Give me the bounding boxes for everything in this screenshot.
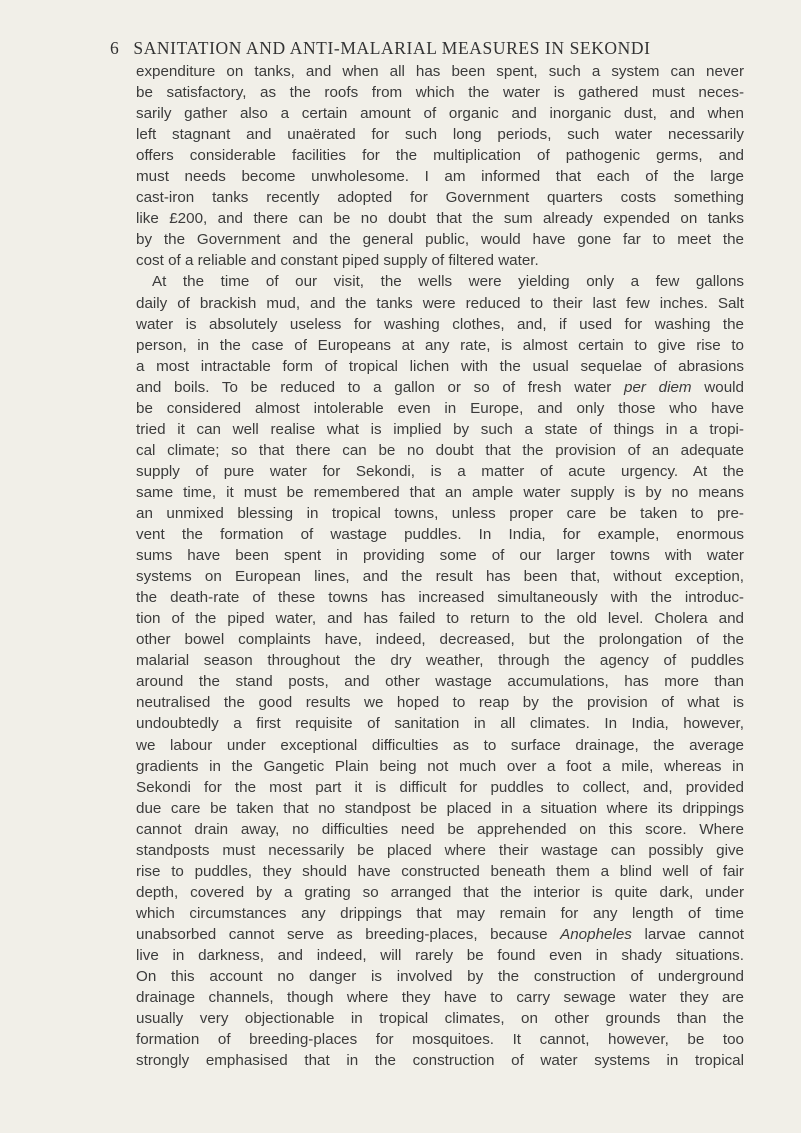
- italic-term-anopheles: Anopheles: [560, 925, 632, 943]
- text-line: which circumstances any drippings that may remain for any length of time: [136, 904, 744, 922]
- text-line: around the stand posts, and other wastage accumulations, has more than: [136, 673, 744, 691]
- text-segment: would: [704, 378, 744, 396]
- page-number: 6: [110, 38, 120, 58]
- text-line: supply of pure water for Sekondi, is a matter of acute urgency. At the: [136, 462, 744, 480]
- text-line: sums have been spent in providing some of our larger towns with water: [136, 547, 744, 565]
- text-segment: larvae cannot: [644, 925, 744, 943]
- text-line: formation of breeding-places for mosquitoes. It cannot, however, be too: [136, 1031, 744, 1049]
- text-line: Sekondi for the most part it is difficult for puddles to collect, and, provided: [136, 778, 744, 796]
- italic-term-per-diem: per diem: [624, 378, 692, 396]
- text-line: undoubtedly a first requisite of sanitation in all climates. In India, however,: [136, 715, 744, 733]
- text-line: the death-rate of these towns has increased simultaneously with the introduc-: [136, 589, 744, 607]
- text-line: water is absolutely useless for washing clothes, and, if used for washing the: [136, 315, 744, 333]
- text-line-with-italic: [136, 377, 744, 398]
- text-line: At the time of our visit, the wells were yielding only a few gallons: [152, 273, 744, 291]
- text-line: daily of brackish mud, and the tanks were reduced to their last few inches. Salt: [136, 294, 744, 312]
- text-line: vent the formation of wastage puddles. In India, for example, enormous: [136, 526, 744, 544]
- text-line: tion of the piped water, and has failed to return to the old level. Cholera and: [136, 610, 744, 628]
- text-line: left stagnant and unaërated for such long periods, such water necessarily: [136, 126, 744, 144]
- text-line: we labour under exceptional difficulties as to surface drainage, the average: [136, 736, 744, 754]
- text-line: other bowel complaints have, indeed, decreased, but the prolongation of the: [136, 631, 744, 649]
- text-line: same time, it must be remembered that an ample water supply is by no means: [136, 483, 744, 501]
- text-line: offers considerable facilities for the multiplication of pathogenic germs, and: [136, 147, 744, 165]
- text-line: person, in the case of Europeans at any rate, is almost certain to give rise to: [136, 336, 744, 354]
- text-segment: unabsorbed cannot serve as breeding-places, because: [136, 925, 548, 943]
- text-line: cannot drain away, no difficulties need be apprehended on this score. Where: [136, 820, 744, 838]
- text-segment: and boils. To be reduced to a gallon or so of fresh water: [136, 378, 612, 396]
- text-line: rise to puddles, they should have constructed beneath them a blind well of fair: [136, 862, 744, 880]
- text-line: neutralised the good results we hoped to reap by the provision of what is: [136, 694, 744, 712]
- text-line: cost of a reliable and constant piped supply of filtered water.: [136, 252, 539, 270]
- text-line: cast-iron tanks recently adopted for Government quarters costs something: [136, 189, 744, 207]
- text-line: must needs become unwholesome. I am informed that each of the large: [136, 168, 744, 186]
- text-line: by the Government and the general public, would have gone far to meet the: [136, 231, 744, 249]
- text-line: like £200, and there can be no doubt that the sum already expended on tanks: [136, 210, 744, 228]
- body-text: [136, 61, 744, 1071]
- text-line: malarial season throughout the dry weather, through the agency of puddles: [136, 652, 744, 670]
- text-line: tried it can well realise what is implied by such a state of things in a tropi-: [136, 420, 744, 438]
- text-line: usually very objectionable in tropical climates, on other grounds than the: [136, 1010, 744, 1028]
- text-line: strongly emphasised that in the construction of water systems in tropical: [136, 1052, 744, 1070]
- text-line: due care be taken that no standpost be placed in a situation where its drippings: [136, 799, 744, 817]
- text-line: drainage channels, though where they have to carry sewage water they are: [136, 989, 744, 1007]
- running-title: SANITATION AND ANTI-MALARIAL MEASURES IN SEKONDI: [133, 38, 651, 58]
- text-line-with-italic: [136, 924, 744, 945]
- text-line: live in darkness, and indeed, will rarely be found even in shady situations.: [136, 946, 744, 964]
- text-line: On this account no danger is involved by the construction of underground: [136, 968, 744, 986]
- text-line: systems on European lines, and the result has been that, without exception,: [136, 568, 744, 586]
- text-line: cal climate; so that there can be no doubt that the provision of an adequate: [136, 441, 744, 459]
- text-line: be considered almost intolerable even in Europe, and only those who have: [136, 399, 744, 417]
- text-line: gradients in the Gangetic Plain being not much over a foot a mile, whereas in: [136, 757, 744, 775]
- text-line: a most intractable form of tropical lichen with the usual sequelae of abrasions: [136, 357, 744, 375]
- text-line: expenditure on tanks, and when all has been spent, such a system can never: [136, 63, 744, 80]
- text-line: sarily gather also a certain amount of organic and inorganic dust, and when: [136, 105, 744, 123]
- text-line: be satisfactory, as the roofs from which the water is gathered must neces-: [136, 84, 744, 102]
- text-line: depth, covered by a grating so arranged that the interior is quite dark, under: [136, 883, 744, 901]
- text-line: standposts must necessarily be placed where their wastage can possibly give: [136, 841, 744, 859]
- running-header: [110, 38, 750, 59]
- text-line: an unmixed blessing in tropical towns, unless proper care be taken to pre-: [136, 504, 744, 522]
